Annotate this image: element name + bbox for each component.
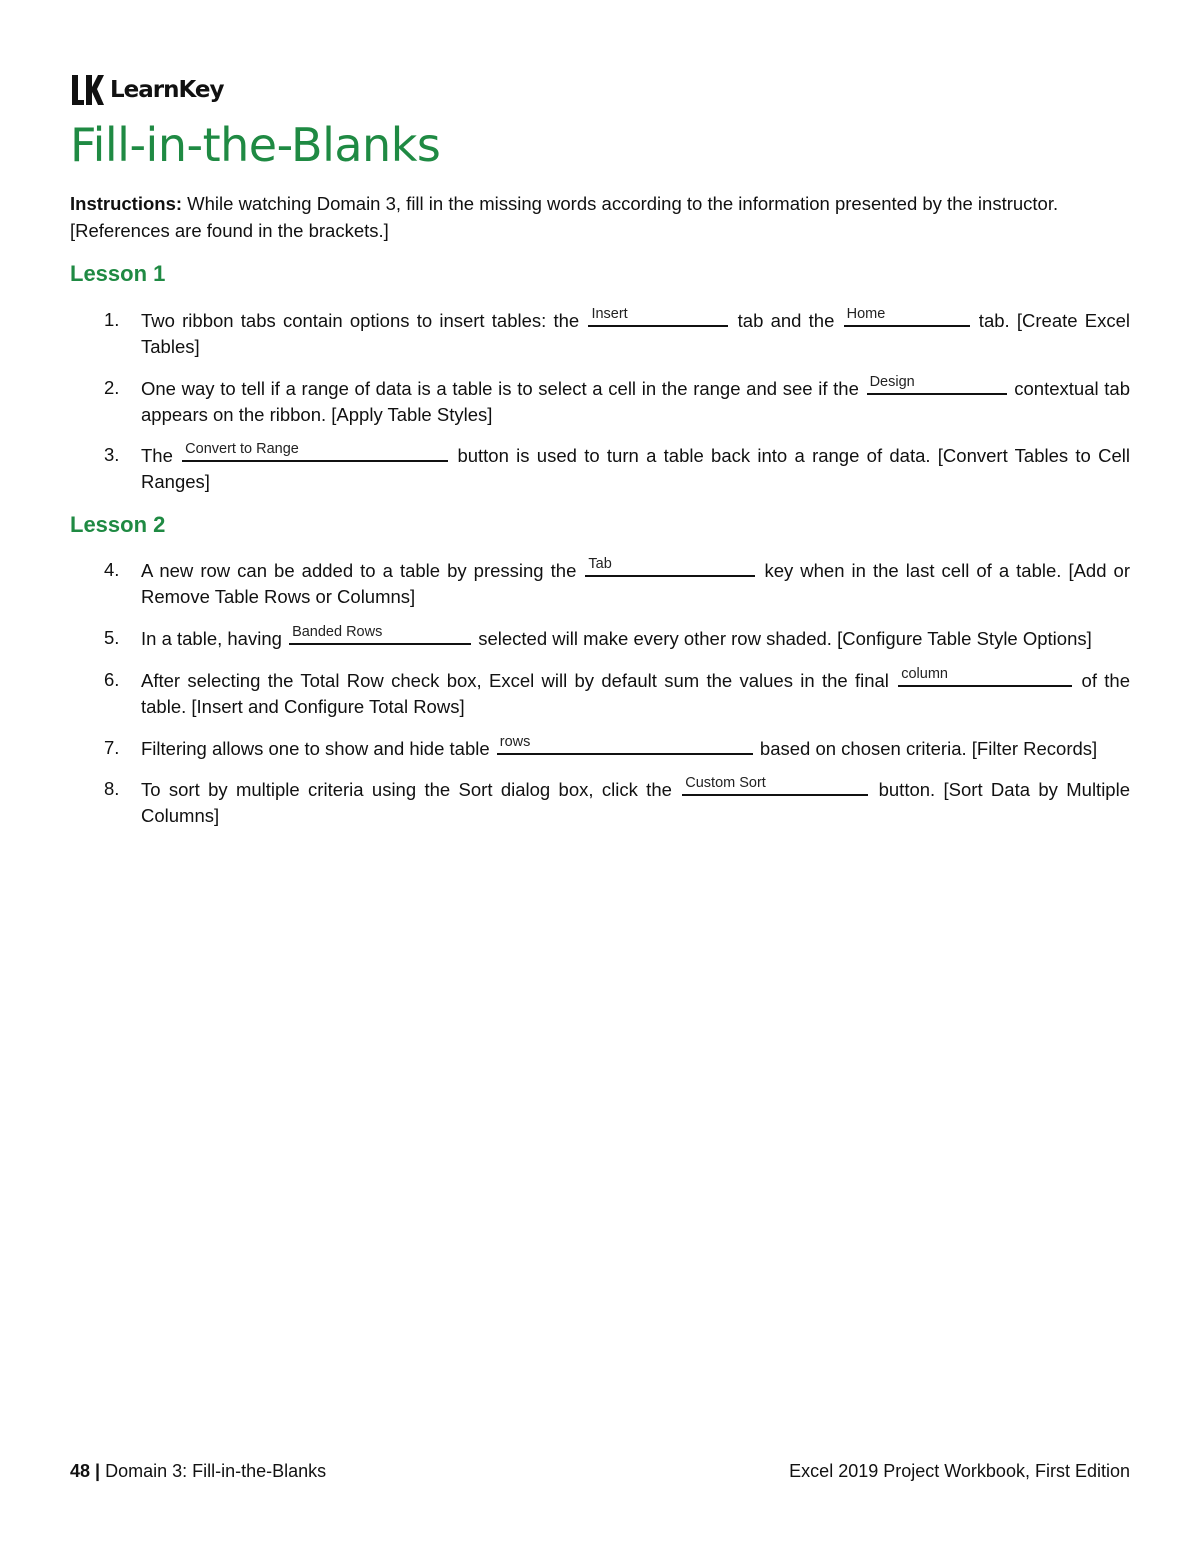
answer-text: rows: [499, 734, 531, 750]
instructions-text: While watching Domain 3, fill in the missing words according to the information presented by the instructor. [References are found in the brackets.]: [70, 193, 1059, 241]
page-footer: [70, 1459, 1130, 1483]
learnkey-wordmark: LearnKey: [110, 77, 224, 103]
answer-blank[interactable]: [182, 442, 448, 462]
question-number: 2.: [104, 377, 120, 398]
answer-text: Custom Sort: [685, 775, 766, 791]
question-5: [70, 625, 1130, 652]
page-title: Fill-in-the-Blanks: [70, 118, 441, 172]
answer-blank[interactable]: [844, 307, 970, 327]
page-number: 48: [70, 1461, 91, 1481]
instructions: [70, 190, 1132, 244]
answer-text: Insert: [591, 306, 628, 322]
question-text: One way to tell if a range of data is a table is to select a cell in the range and see if the Design contextual tab appears on the ribbon. [Apply Table Styles]: [141, 375, 1130, 428]
footer-section: Domain 3: Fill-in-the-Blanks: [105, 1461, 327, 1481]
question-text: Two ribbon tabs contain options to insert tables: the Insert tab and the Home tab. [Create Excel Tables]: [141, 307, 1130, 360]
question-number: 1.: [104, 309, 120, 330]
answer-text: Home: [846, 306, 886, 322]
instructions-label: Instructions:: [70, 193, 183, 214]
learnkey-logo: [70, 72, 224, 108]
question-number: 4.: [104, 559, 120, 580]
question-4: [70, 557, 1130, 610]
question-text: A new row can be added to a table by pressing the Tab key when in the last cell of a table. [Add or Remove Table Rows or Columns]: [141, 557, 1130, 610]
question-number: 5.: [104, 627, 120, 648]
question-text: After selecting the Total Row check box, Excel will by default sum the values in the final column of the table. [Insert and Configure Total Rows]: [141, 667, 1130, 720]
question-text: To sort by multiple criteria using the Sort dialog box, click the Custom Sort button. [Sort Data by Multiple Columns]: [141, 776, 1130, 829]
answer-text: Design: [869, 374, 915, 390]
answer-text: column: [901, 666, 948, 682]
answer-blank[interactable]: [585, 557, 755, 577]
question-2: [70, 375, 1130, 428]
answer-text: Convert to Range: [185, 441, 299, 457]
answer-blank[interactable]: [497, 735, 753, 755]
answer-blank[interactable]: [588, 307, 728, 327]
footer-book-title: Excel 2019 Project Workbook, First Edition: [789, 1461, 1130, 1481]
answer-text: Banded Rows: [292, 624, 383, 640]
answer-blank[interactable]: [289, 625, 471, 645]
lesson-2-heading: Lesson 2: [70, 512, 166, 537]
question-8: [70, 776, 1130, 829]
question-number: 6.: [104, 669, 120, 690]
answer-blank[interactable]: [898, 667, 1072, 687]
question-3: [70, 442, 1130, 495]
question-number: 7.: [104, 737, 120, 758]
question-7: [70, 735, 1130, 762]
question-text: Filtering allows one to show and hide table rows based on chosen criteria. [Filter Records]: [141, 735, 1130, 762]
learnkey-mark-icon: [70, 73, 104, 107]
question-text: In a table, having Banded Rows selected will make every other row shaded. [Configure Table Style Options]: [141, 625, 1130, 652]
footer-left: [70, 1459, 326, 1483]
answer-text: Tab: [588, 556, 612, 572]
question-number: 8.: [104, 778, 120, 799]
question-1: [70, 307, 1130, 360]
answer-blank[interactable]: [682, 776, 868, 796]
question-number: 3.: [104, 444, 120, 465]
question-text: The Convert to Range button is used to turn a table back into a range of data. [Convert Tables to Cell Ranges]: [141, 442, 1130, 495]
lesson-1-heading: Lesson 1: [70, 261, 166, 286]
question-6: [70, 667, 1130, 720]
footer-separator: |: [90, 1461, 106, 1481]
answer-blank[interactable]: [867, 375, 1007, 395]
